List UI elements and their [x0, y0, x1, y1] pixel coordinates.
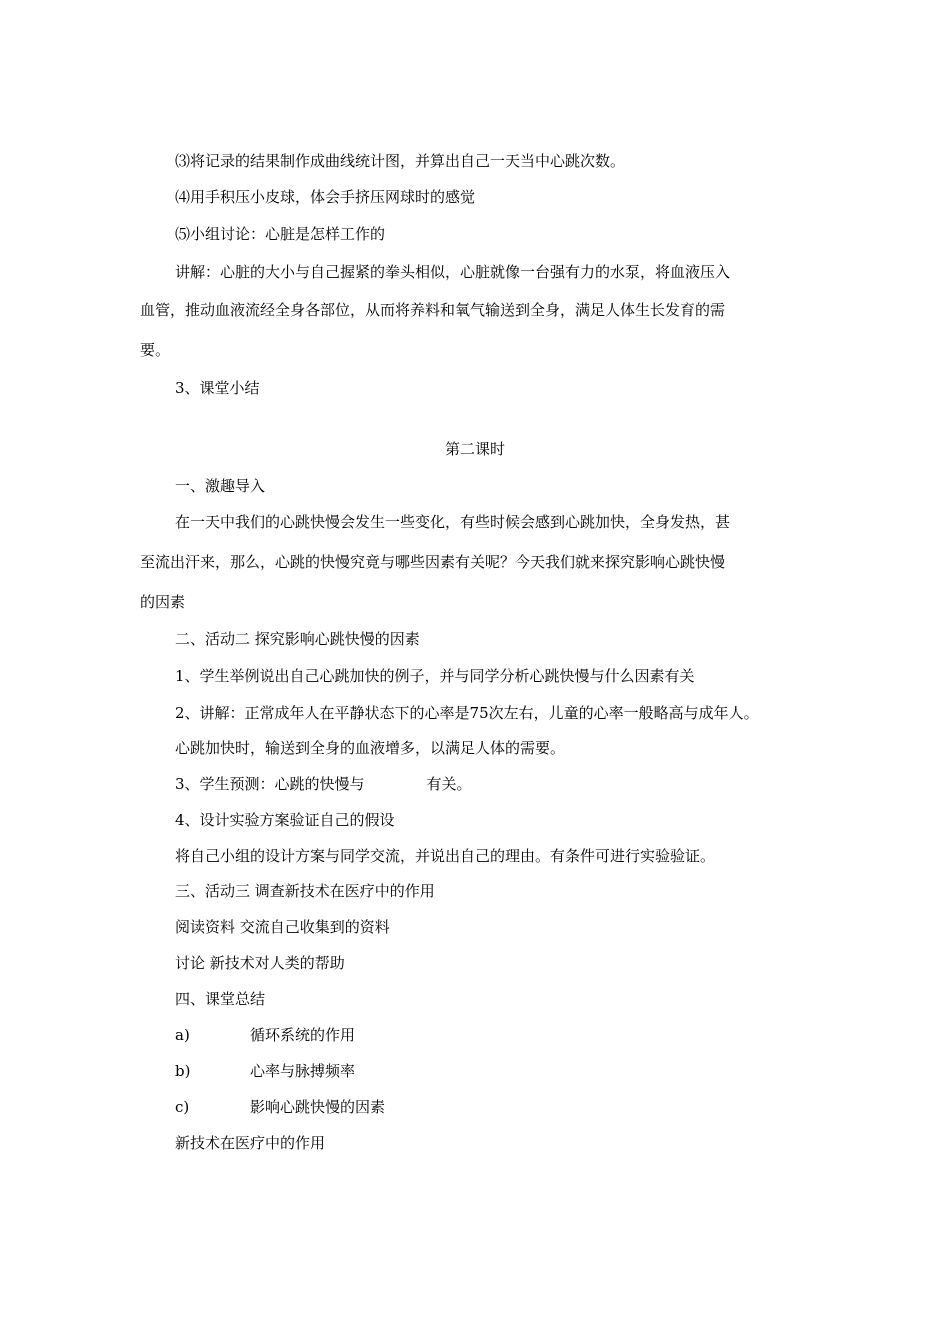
- activity2-item-4-detail: 将自己小组的设计方案与同学交流，并说出自己的理由。有条件可进行实验验证。: [175, 847, 716, 865]
- activity2-item-3-prefix: 3、学生预测：心跳的快慢与: [175, 775, 365, 793]
- list-marker: c): [175, 1098, 190, 1116]
- explain-line-3: 要。: [140, 341, 171, 359]
- step-3: ⑶将记录的结果制作成曲线统计图，并算出自己一天当中心跳次数。: [175, 152, 626, 170]
- summary-item-text: 影响心跳快慢的因素: [250, 1098, 386, 1116]
- summary-last-item: 新技术在医疗中的作用: [175, 1134, 326, 1152]
- intro-line-3: 的因素: [140, 593, 186, 611]
- intro-line-1: 在一天中我们的心跳快慢会发生一些变化，有些时候会感到心跳加快，全身发热，甚: [175, 513, 731, 531]
- list-marker: a): [175, 1026, 190, 1044]
- activity2-heading: 二、活动二 探究影响心跳快慢的因素: [175, 630, 420, 648]
- step-4: ⑷用手积压小皮球，体会手挤压网球时的感觉: [175, 188, 476, 206]
- explain-line-2: 血管，推动血液流经全身各部位，从而将养料和氧气输送到全身，满足人体生长发育的需: [140, 301, 726, 319]
- lesson-title: 第二课时: [444, 440, 505, 458]
- summary-item-c: [0, 1097, 950, 1117]
- summary-heading: 四、课堂总结: [175, 990, 266, 1008]
- activity2-item-2-line-2: 心跳加快时，输送到全身的血液增多，以满足人体的需要。: [175, 739, 566, 757]
- intro-heading: 一、激趣导入: [175, 477, 266, 495]
- step-5: ⑸小组讨论：心脏是怎样工作的: [175, 225, 386, 243]
- summary-item-b: [0, 1061, 950, 1081]
- summary-item-text: 循环系统的作用: [250, 1026, 356, 1044]
- activity2-item-2-line-1: 2、讲解：正常成年人在平静状态下的心率是75次左右，儿童的心率一般略高与成年人。: [175, 704, 759, 722]
- activity2-item-1: 1、学生举例说出自己心跳加快的例子，并与同学分析心跳快慢与什么因素有关: [175, 667, 695, 685]
- class-summary-heading: 3、课堂小结: [175, 379, 260, 397]
- summary-item-a: [0, 1025, 950, 1045]
- activity2-item-4: 4、设计实验方案验证自己的假设: [175, 811, 395, 829]
- activity3-heading: 三、活动三 调查新技术在医疗中的作用: [175, 882, 435, 900]
- explain-line-1: 讲解：心脏的大小与自己握紧的拳头相似，心脏就像一台强有力的水泵，将血液压入: [175, 263, 731, 281]
- activity2-item-3-suffix: 有关。: [426, 775, 472, 793]
- list-marker: b): [175, 1062, 191, 1080]
- intro-line-2: 至流出汗来，那么，心跳的快慢究竟与哪些因素有关呢？今天我们就来探究影响心跳快慢: [140, 553, 726, 571]
- activity2-item-3: [175, 774, 472, 794]
- summary-item-text: 心率与脉搏频率: [250, 1062, 356, 1080]
- activity3-line-1: 阅读资料 交流自己收集到的资料: [175, 918, 390, 936]
- activity3-line-2: 讨论 新技术对人类的帮助: [175, 954, 345, 972]
